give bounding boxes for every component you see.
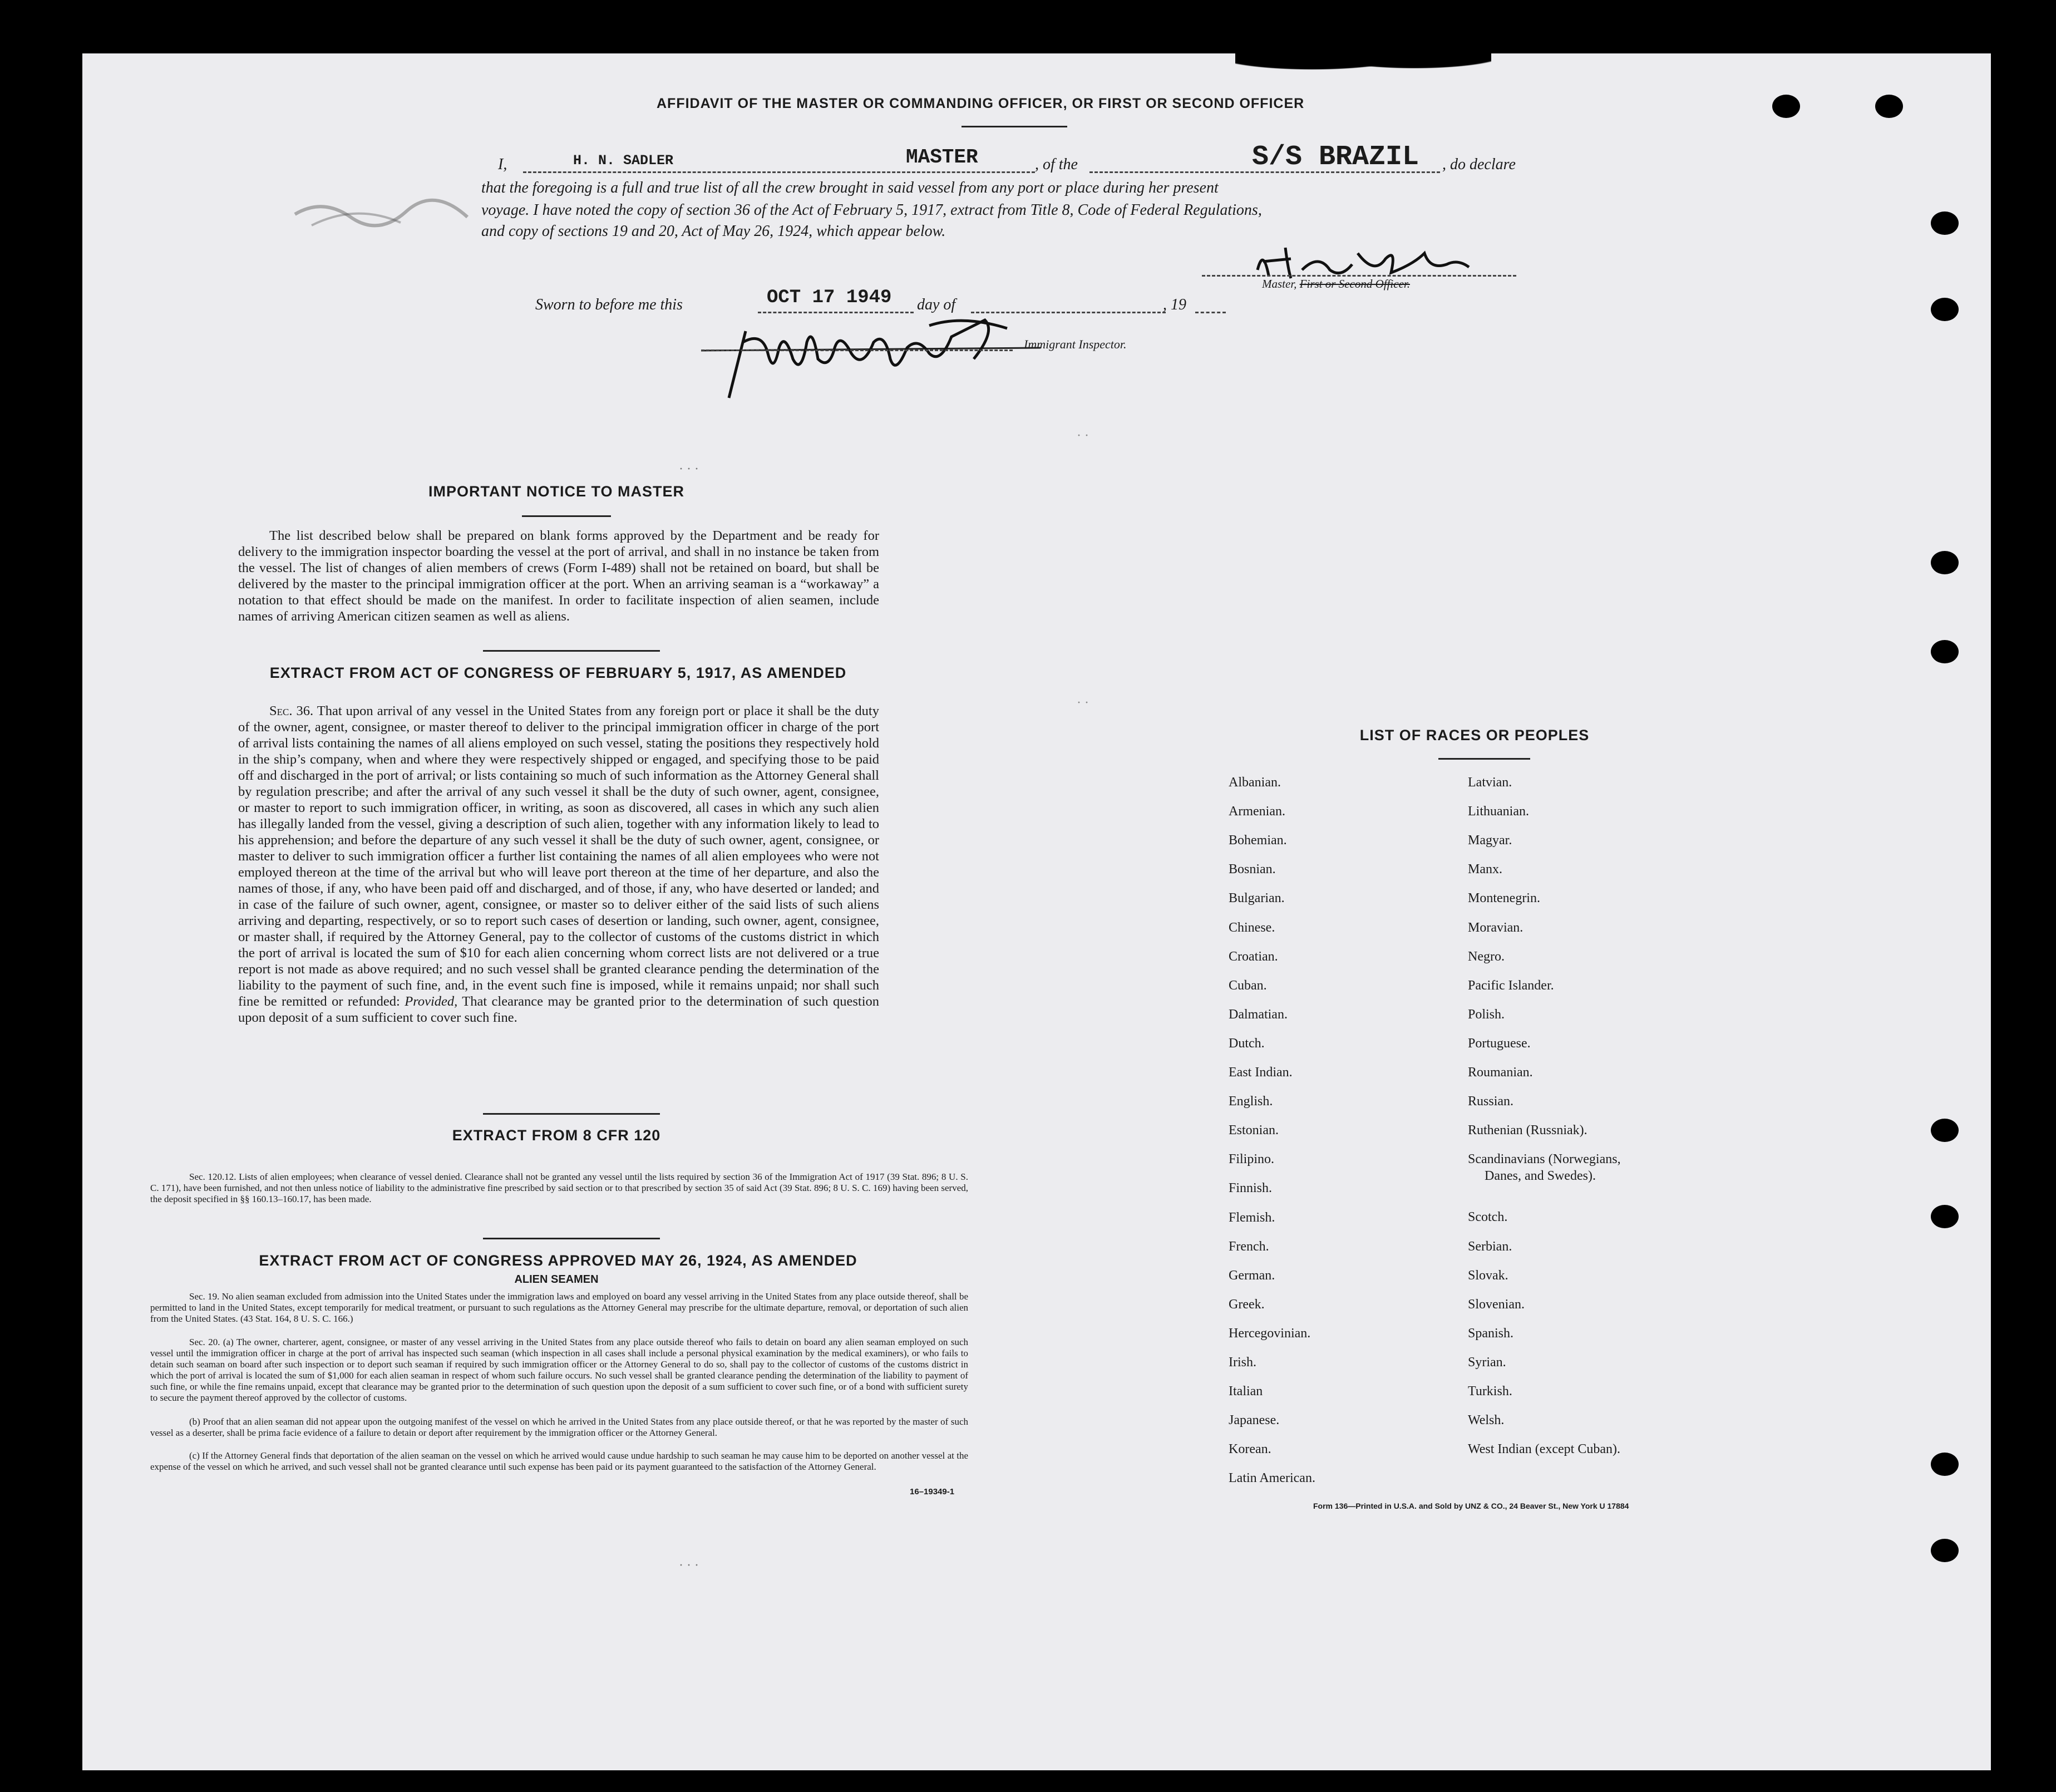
- race-item: Magyar.: [1468, 833, 1512, 848]
- punch-hole: [1931, 1205, 1959, 1228]
- race-item: Estonian.: [1229, 1123, 1279, 1138]
- section-19-text: Sec. 19. No alien seaman excluded from admission into the United States under the immigration laws and employed on board any vessel arriving in the United States from any place outside thereof, shall be permitted to land in the United States, except temporarily for medical treatment, or pursuant to such regulations as the Attorney General may prescribe for the ultimate departure, removal, or deportation of such alien from the United States. (43 Stat. 164, 8 U. S. C. 166.): [150, 1291, 968, 1324]
- vessel-name: S/S BRAZIL: [1252, 141, 1419, 173]
- race-item: Hercegovinian.: [1229, 1326, 1311, 1341]
- of-the-text: , of the: [1035, 156, 1078, 173]
- race-item: Scotch.: [1468, 1210, 1508, 1225]
- race-item: Albanian.: [1229, 775, 1281, 790]
- alien-seamen-subtitle: ALIEN SEAMEN: [514, 1273, 599, 1286]
- race-item: Danes, and Swedes).: [1485, 1169, 1596, 1184]
- race-item: Latvian.: [1468, 775, 1512, 790]
- extract-1924-title: EXTRACT FROM ACT OF CONGRESS APPROVED MAY 26, 1924, AS AMENDED: [259, 1252, 857, 1269]
- signature-caption-struck: First or Second Officer.: [1299, 277, 1410, 291]
- race-item: Welsh.: [1468, 1413, 1505, 1428]
- ink-smudge: [289, 192, 473, 237]
- race-item: Slovak.: [1468, 1268, 1508, 1283]
- race-item: Flemish.: [1229, 1210, 1275, 1225]
- scan-artifact: · · ·: [679, 1558, 699, 1573]
- race-item: Croatian.: [1229, 949, 1278, 964]
- race-item: Chinese.: [1229, 920, 1275, 935]
- punch-hole: [1875, 95, 1903, 118]
- blank-line: [523, 171, 1035, 173]
- race-item: Ruthenian (Russniak).: [1468, 1123, 1587, 1138]
- punch-hole: [1931, 1539, 1959, 1562]
- race-item: Bohemian.: [1229, 833, 1287, 848]
- printer-imprint: Form 136—Printed in U.S.A. and Sold by UNZ & CO., 24 Beaver St., New York U 17884: [1313, 1501, 1629, 1510]
- divider: [522, 515, 611, 517]
- divider: [483, 1238, 660, 1239]
- master-name: H. N. SADLER: [573, 152, 674, 169]
- race-item: Pacific Islander.: [1468, 978, 1554, 993]
- race-item: Latin American.: [1229, 1471, 1315, 1486]
- race-item: German.: [1229, 1268, 1275, 1283]
- race-item: Moravian.: [1468, 920, 1523, 935]
- day-of-text: day of: [917, 296, 956, 313]
- race-item: Russian.: [1468, 1094, 1514, 1109]
- race-item: Dalmatian.: [1229, 1007, 1288, 1022]
- punch-hole: [1931, 298, 1959, 321]
- divider: [483, 1113, 660, 1115]
- divider: [962, 126, 1067, 127]
- punch-hole: [1931, 551, 1959, 574]
- extract-1917-title: EXTRACT FROM ACT OF CONGRESS OF FEBRUARY 5, 1917, AS AMENDED: [269, 664, 847, 681]
- inspector-caption: Immigrant Inspector.: [1024, 337, 1127, 351]
- race-item: Irish.: [1229, 1355, 1256, 1370]
- section-20b-text: (b) Proof that an alien seaman did not appear upon the outgoing manifest of the vessel on which he arrived in the United States from any place outside thereof, or that he was reported by the master of such vessel as a deserter, shall be prima facie evidence of a failure to detain or deport after requirement by the immigration officer or the Attorney General.: [150, 1416, 968, 1438]
- do-declare-text: , do declare: [1442, 156, 1516, 173]
- scan-artifact: · ·: [1077, 429, 1089, 443]
- punch-hole: [1931, 1453, 1959, 1476]
- notice-title: IMPORTANT NOTICE TO MASTER: [428, 483, 684, 500]
- race-item: Filipino.: [1229, 1152, 1275, 1167]
- punch-hole: [1772, 95, 1800, 118]
- punch-hole: [1931, 640, 1959, 663]
- race-item: Montenegrin.: [1468, 891, 1540, 906]
- race-item: Roumanian.: [1468, 1065, 1533, 1080]
- section-20c-text: (c) If the Attorney General finds that deportation of the alien seaman on the vessel on which he arrived would cause undue hardship to such seaman he may cause him to be deported on another vessel at the expense of the vessel on which he arrived, and such vessel shall not be granted clearance until such expense has been paid or its payment guaranteed to the satisfaction of the Attorney General.: [150, 1450, 968, 1472]
- declaration-prefix: I,: [498, 156, 507, 173]
- section-label: Sec. 36.: [269, 703, 314, 718]
- sworn-prefix: Sworn to before me this: [535, 296, 683, 313]
- declaration-line-2: that the foregoing is a full and true list of all the crew brought in said vessel from any port or place during her present: [481, 179, 1219, 196]
- race-item: Portuguese.: [1468, 1036, 1531, 1051]
- race-item: Polish.: [1468, 1007, 1505, 1022]
- inspector-line: [701, 349, 1013, 351]
- race-item: Syrian.: [1468, 1355, 1506, 1370]
- blank-line: [1195, 312, 1226, 313]
- race-item: Armenian.: [1229, 804, 1285, 819]
- race-item: Scandinavians (Norwegians,: [1468, 1152, 1621, 1167]
- race-item: Korean.: [1229, 1442, 1271, 1457]
- inspector-signature: [696, 309, 1052, 403]
- date-stamp: OCT 17 1949: [767, 287, 892, 308]
- rank-entry: MASTER: [906, 146, 978, 169]
- race-item: French.: [1229, 1239, 1269, 1254]
- scan-artifact: · ·: [1077, 696, 1089, 710]
- signature-line: [1202, 275, 1516, 277]
- race-item: Lithuanian.: [1468, 804, 1529, 819]
- section-20a-text: Sec. 20. (a) The owner, charterer, agent, consignee, or master of any vessel arriving in the United States from any place outside thereof who fails to detain on board any alien seaman employed on such vessel until the immigration officer in charge at the port of arrival has inspected such seaman (which inspection in all cases shall include a personal physical examination by the medical examiners), or who fails to detain such seaman on board after such inspection or to deport such seaman if required by such immigration officer or the Attorney General to do so, shall pay to the collector of customs of the customs district in which the port of arrival is located the sum of $1,000 for each alien seaman in respect of whom such failure occurs. No such vessel shall be granted clearance pending the determination of the liability to payment of such fine, or while the fine remains unpaid, except that clearance may be granted prior to the determination of such question upon the deposit of a sum sufficient to cover such fine, or of a bond with sufficient surety to secure the payment thereof approved by the collector of customs.: [150, 1337, 968, 1403]
- scan-artifact: · · ·: [679, 462, 699, 476]
- provided-term: Provided,: [405, 994, 458, 1009]
- races-title: LIST OF RACES OR PEOPLES: [1359, 727, 1590, 744]
- race-item: Dutch.: [1229, 1036, 1265, 1051]
- race-item: Turkish.: [1468, 1384, 1512, 1399]
- race-item: Bosnian.: [1229, 862, 1276, 877]
- affidavit-title: AFFIDAVIT OF THE MASTER OR COMMANDING OFFICER, OR FIRST OR SECOND OFFICER: [657, 96, 1305, 111]
- punch-hole: [1931, 1119, 1959, 1142]
- race-item: Greek.: [1229, 1297, 1265, 1312]
- race-item: West Indian (except Cuban).: [1468, 1442, 1620, 1457]
- divider: [483, 650, 660, 652]
- form-number: 16–19349-1: [910, 1487, 955, 1496]
- race-item: Finnish.: [1229, 1181, 1273, 1196]
- section-36-text: That upon arrival of any vessel in the United States from any foreign port or place it shall be the duty of the owner, agent, consignee, or master thereof to deliver to the principal immigration officer in charge of the port of arrival lists containing the names of all aliens employed on such vessel, stating the positions they respectively hold in the ship’s company, when and where they were respectively shipped or engaged, and specifying those to be paid off and discharged in the port of arrival; or lists containing so much of such information as the Attorney General shall by regulation prescribe; and after the arrival of any such vessel it shall be the duty of such owner, agent, consignee, or master to report to such immigration officer, in writing, as soon as discovered, all cases in which any such alien has illegally landed from the vessel, giving a description of such alien, together with any information likely to lead to his apprehension; and before the departure of any such vessel it shall be the duty of such owner, agent, consignee, or master to deliver to such immigration officer a further list containing the names of all alien employees who were not employed thereon at the time of the arrival but who will leave port thereon at the time of her departure, and also the names of those, if any, who have been paid off and discharged, and of those, if any, who have deserted or landed; and in case of the failure of such owner, agent, consignee, or master so to deliver either of the said lists of such aliens arriving and departing, respectively, or so to report such cases of desertion or landing, such owner, agent, consignee, or master shall, if required by the Attorney General, pay to the collector of customs of the customs district in which the port of arrival is located the sum of $10 for each alien concerning whom correct lists are not delivered or a true report is not made as above required; and no such vessel shall be granted clearance pending the determination of the liability to the payment of such fine, and, in the event such fine is imposed, while it remains unpaid; nor shall such fine be remitted or refunded:: [238, 703, 879, 1009]
- torn-edge: [1235, 53, 1491, 82]
- cfr-body: Sec. 120.12. Lists of alien employees; when clearance of vessel denied. Clearance shall not be granted any vessel until the lists required by section 36 of the Immigration Act of 1917 (39 Stat. 896; 8 U. S. C. 171), have been furnished, and not then unless notice of liability to the administrative fine prescribed by said section or to that prescribed by section 35 of said Act (39 Stat. 896; 8 U. S. C. 169) having been served, the deposit specified in §§ 160.13–160.17, has been made.: [150, 1171, 968, 1204]
- divider: [1438, 758, 1530, 760]
- punch-hole: [1931, 211, 1959, 235]
- year-prefix: , 19: [1163, 296, 1186, 313]
- race-item: Spanish.: [1468, 1326, 1514, 1341]
- race-item: Manx.: [1468, 862, 1502, 877]
- race-item: Cuban.: [1229, 978, 1267, 993]
- race-item: Japanese.: [1229, 1413, 1280, 1428]
- section-36-text-end: That clearance may be granted prior to the determination of such question upon deposit of a sum sufficient to cover such fine.: [238, 994, 879, 1025]
- cfr-title: EXTRACT FROM 8 CFR 120: [452, 1127, 661, 1144]
- declaration-line-4: and copy of sections 19 and 20, Act of May 26, 1924, which appear below.: [481, 223, 946, 240]
- race-item: Bulgarian.: [1229, 891, 1285, 906]
- race-item: Italian: [1229, 1384, 1263, 1399]
- signature-caption: [1262, 277, 1410, 291]
- race-item: Serbian.: [1468, 1239, 1512, 1254]
- race-item: Slovenian.: [1468, 1297, 1525, 1312]
- extract-1917-body: [238, 703, 879, 1026]
- race-item: Negro.: [1468, 949, 1505, 964]
- race-item: English.: [1229, 1094, 1273, 1109]
- signature-caption-master: Master,: [1262, 277, 1300, 291]
- race-item: East Indian.: [1229, 1065, 1293, 1080]
- declaration-line-3: voyage. I have noted the copy of section 36 of the Act of February 5, 1917, extract from Title 8, Code of Federal Regulations,: [481, 201, 1262, 219]
- notice-body: The list described below shall be prepared on blank forms approved by the Department and be ready for delivery to the immigration inspector boarding the vessel at the port of arrival, and shall in no instance be taken from the vessel. The list of changes of alien members of crews (Form I-489) shall not be retained on board, but shall be delivered by the master to the principal immigration officer at the port. When an arriving seaman is a “workaway” a notation to that effect should be made on the manifest. In order to facilitate inspection of alien seamen, include names of arriving American citizen seamen as well as aliens.: [238, 528, 879, 624]
